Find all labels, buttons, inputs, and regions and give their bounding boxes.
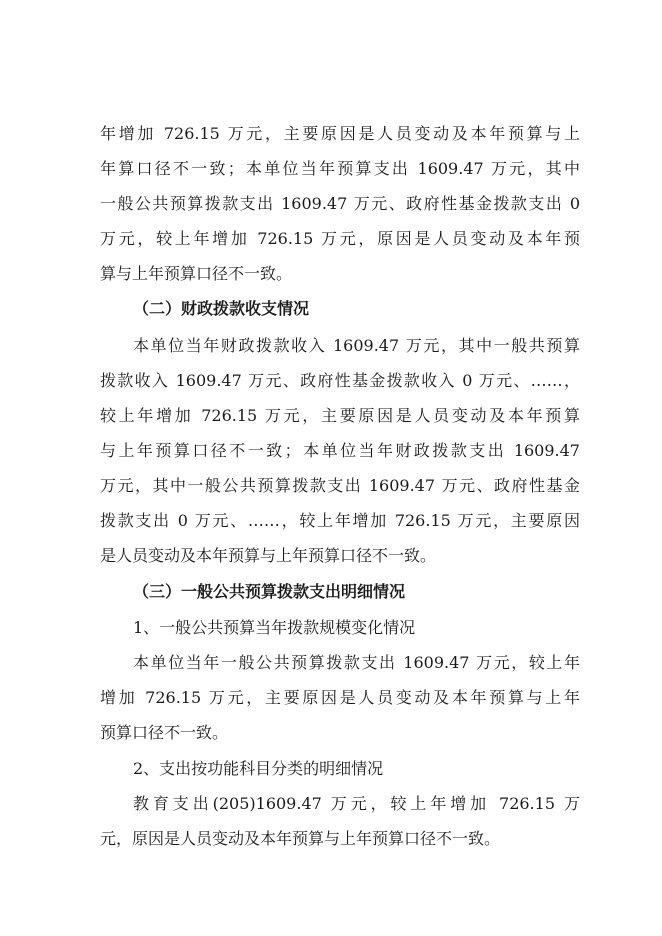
paragraph-line: 算与上年预算口径不一致。 xyxy=(100,264,293,283)
paragraph-line: 教育支出(205)1609.47 万元，较上年增加 726.15 万 xyxy=(133,794,580,813)
paragraph-line: 万元，较上年增加 726.15 万元，原因是人员变动及本年预 xyxy=(100,229,580,248)
paragraph-line: 增加 726.15 万元，主要原因是人员变动及本年预算与上年 xyxy=(100,688,580,707)
paragraph-line: 元，原因是人员变动及本年预算与上年预算口径不一致。 xyxy=(100,829,501,848)
paragraph-line: 与上年预算口径不一致；本单位当年财政拨款支出 1609.47 xyxy=(100,441,580,460)
paragraph-line: 是人员变动及本年预算与上年预算口径不一致。 xyxy=(100,546,437,565)
paragraph-line: 年增加 726.15 万元，主要原因是人员变动及本年预算与上 xyxy=(100,124,580,143)
paragraph-line: 拨款支出 0 万元、……，较上年增加 726.15 万元，主要原因 xyxy=(100,511,580,530)
paragraph-line: 万元，其中一般公共预算拨款支出 1609.47 万元、政府性基金 xyxy=(100,476,580,495)
paragraph-line: 年算口径不一致；本单位当年预算支出 1609.47 万元，其中 xyxy=(100,159,580,178)
paragraph-line: 本单位当年财政拨款收入 1609.47 万元，其中一般共预算 xyxy=(133,336,580,355)
paragraph-line: 预算口径不一致。 xyxy=(100,723,229,742)
paragraph-line: 较上年增加 726.15 万元，主要原因是人员变动及本年预算 xyxy=(100,406,580,425)
subsection-title: 1、一般公共预算当年拨款规模变化情况 xyxy=(133,618,416,637)
paragraph-line: 一般公共预算拨款支出 1609.47 万元、政府性基金拨款支出 0 xyxy=(100,194,580,213)
paragraph-line: 本单位当年一般公共预算拨款支出 1609.47 万元，较上年 xyxy=(133,653,580,672)
section-heading: （三）一般公共预算拨款支出明细情况 xyxy=(133,582,406,601)
paragraph-line: 拨款收入 1609.47 万元、政府性基金拨款收入 0 万元、……， xyxy=(100,371,580,390)
section-heading: （二）财政拨款收支情况 xyxy=(133,299,310,318)
subsection-title: 2、支出按功能科目分类的明细情况 xyxy=(133,759,384,778)
